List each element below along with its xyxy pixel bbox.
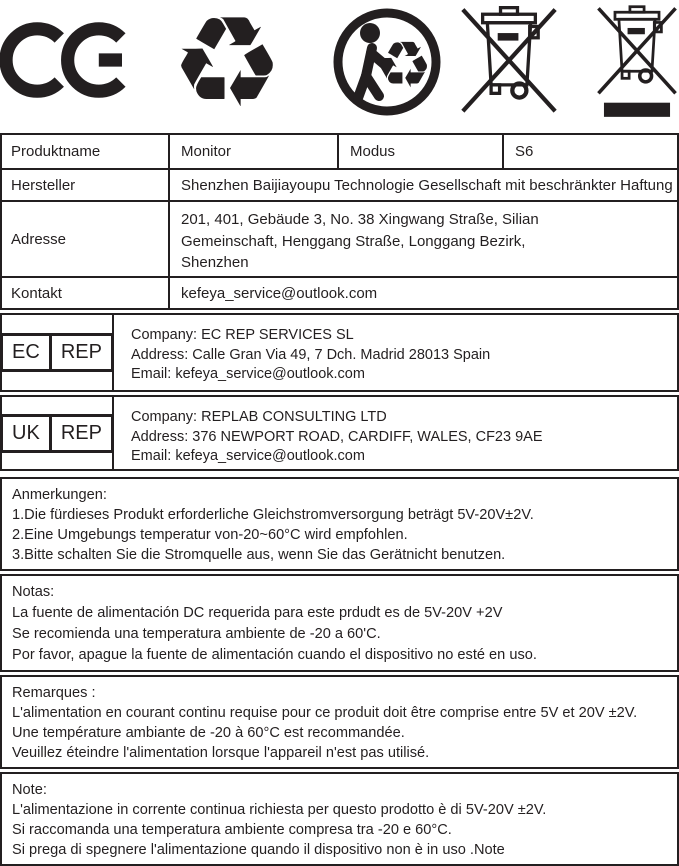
notes-german-line-1: 1.Die fürdieses Produkt erforderliche Gleichstromversorgung beträgt 5V-20V±2V. — [12, 507, 534, 523]
notes-german-title: Anmerkungen: — [12, 487, 107, 503]
ec-rep-email: Email: kefeya_service@outlook.com — [131, 366, 365, 382]
notes-french-line-3: Veuillez éteindre l'alimentation lorsque l'appareil n'est pas utilisé. — [12, 745, 430, 761]
model-label: Modus — [337, 135, 502, 168]
ec-rep-details — [114, 315, 490, 390]
address-line-3: Shenzhen — [181, 254, 249, 271]
product-name-value: Monitor — [168, 135, 337, 168]
ec-rep-address: Address: Calle Gran Via 49, 7 Dch. Madrid 28013 Spain — [131, 346, 491, 363]
table-row-manufacturer — [2, 168, 677, 200]
table-row-address — [2, 200, 677, 276]
notes-italian-title: Note: — [12, 782, 47, 798]
ec-rep-badge-cell — [2, 315, 114, 390]
notes-italian-line-2: Si raccomanda una temperatura ambiente compresa tra -20 e 60°C. — [12, 822, 452, 838]
contact-email-value: kefeya_service@outlook.com — [168, 278, 677, 308]
ec-rep-section — [0, 313, 679, 392]
triman-arrows-glyph: ♻ — [375, 29, 433, 103]
compliance-icons-row — [0, 0, 679, 136]
manufacturer-value: Shenzhen Baijiayoupu Technologie Gesellschaft mit beschränkter Haftung — [168, 170, 677, 200]
uk-rep-email: Email: kefeya_service@outlook.com — [131, 448, 365, 464]
notes-spanish-section — [0, 574, 679, 672]
notes-spanish-title: Notas: — [12, 584, 55, 600]
notes-german-line-2: 2.Eine Umgebungs temperatur von-20~60°C wird empfohlen. — [12, 527, 408, 543]
notes-spanish-line-2: Se recomienda una temperatura ambiente de -20 a 60'C. — [12, 626, 381, 642]
uk-rep-company: Company: REPLAB CONSULTING LTD — [131, 409, 387, 425]
notes-spanish-line-1: La fuente de alimentación DC requerida para este prdudt es de 5V-20V +2V — [12, 605, 503, 621]
uk-rep-address: Address: 376 NEWPORT ROAD, CARDIFF, WALES, CF23 9AE — [131, 428, 543, 445]
contact-label: Kontakt — [11, 284, 62, 302]
address-value — [168, 202, 677, 276]
manufacturer-label: Hersteller — [11, 176, 76, 194]
notes-italian-line-1: L'alimentazione in corrente continua richiesta per questo prodotto è di 5V-20V ±2V. — [12, 802, 547, 818]
product-name-label: Produktname — [11, 143, 101, 160]
model-value: S6 — [502, 135, 677, 168]
weee-crossed-bin-icon — [459, 2, 559, 115]
ce-mark-icon — [2, 8, 134, 112]
product-info-table — [0, 133, 679, 310]
ec-rep-badge-left: EC — [12, 341, 40, 363]
triman-symbol-icon — [329, 6, 449, 118]
table-row-contact — [2, 276, 677, 308]
ec-rep-badge — [0, 333, 114, 372]
notes-italian-section — [0, 772, 679, 866]
uk-rep-badge-cell — [2, 397, 114, 469]
uk-rep-section — [0, 395, 679, 471]
uk-rep-badge-right: REP — [49, 417, 111, 450]
notes-italian-line-3: Si prega di spegnere l'alimentazione quando il dispositivo non è in uso .Note — [12, 842, 505, 858]
notes-german-section — [0, 477, 679, 571]
recycling-symbol-icon: ♻ — [170, 0, 284, 136]
uk-rep-details — [114, 397, 543, 469]
notes-french-section — [0, 675, 679, 769]
weee-crossed-bin-barred-icon — [596, 2, 678, 120]
address-label: Adresse — [11, 230, 67, 248]
notes-french-title: Remarques : — [12, 685, 96, 701]
uk-rep-badge-left: UK — [12, 421, 40, 444]
table-row-product — [2, 135, 677, 168]
ec-rep-badge-right: REP — [49, 336, 111, 369]
address-line-2: Gemeinschaft, Henggang Straße, Longgang Bezirk, — [181, 232, 526, 250]
weee-bar — [604, 103, 670, 117]
address-line-1: 201, 401, Gebäude 3, No. 38 Xingwang Straße, Silian — [181, 211, 539, 228]
ec-rep-company: Company: EC REP SERVICES SL — [131, 327, 354, 343]
notes-french-line-2: Une température ambiante de -20 à 60°C est recommandée. — [12, 725, 405, 741]
uk-rep-badge — [0, 414, 114, 453]
notes-french-line-1: L'alimentation en courant continu requise pour ce produit doit être comprise entre 5V et 20V ±2V. — [12, 705, 638, 721]
notes-german-line-3: 3.Bitte schalten Sie die Stromquelle aus, wenn Sie das Gerätnicht benutzen. — [12, 547, 506, 563]
notes-spanish-line-3: Por favor, apague la fuente de alimentación cuando el dispositivo no esté en uso. — [12, 647, 537, 663]
